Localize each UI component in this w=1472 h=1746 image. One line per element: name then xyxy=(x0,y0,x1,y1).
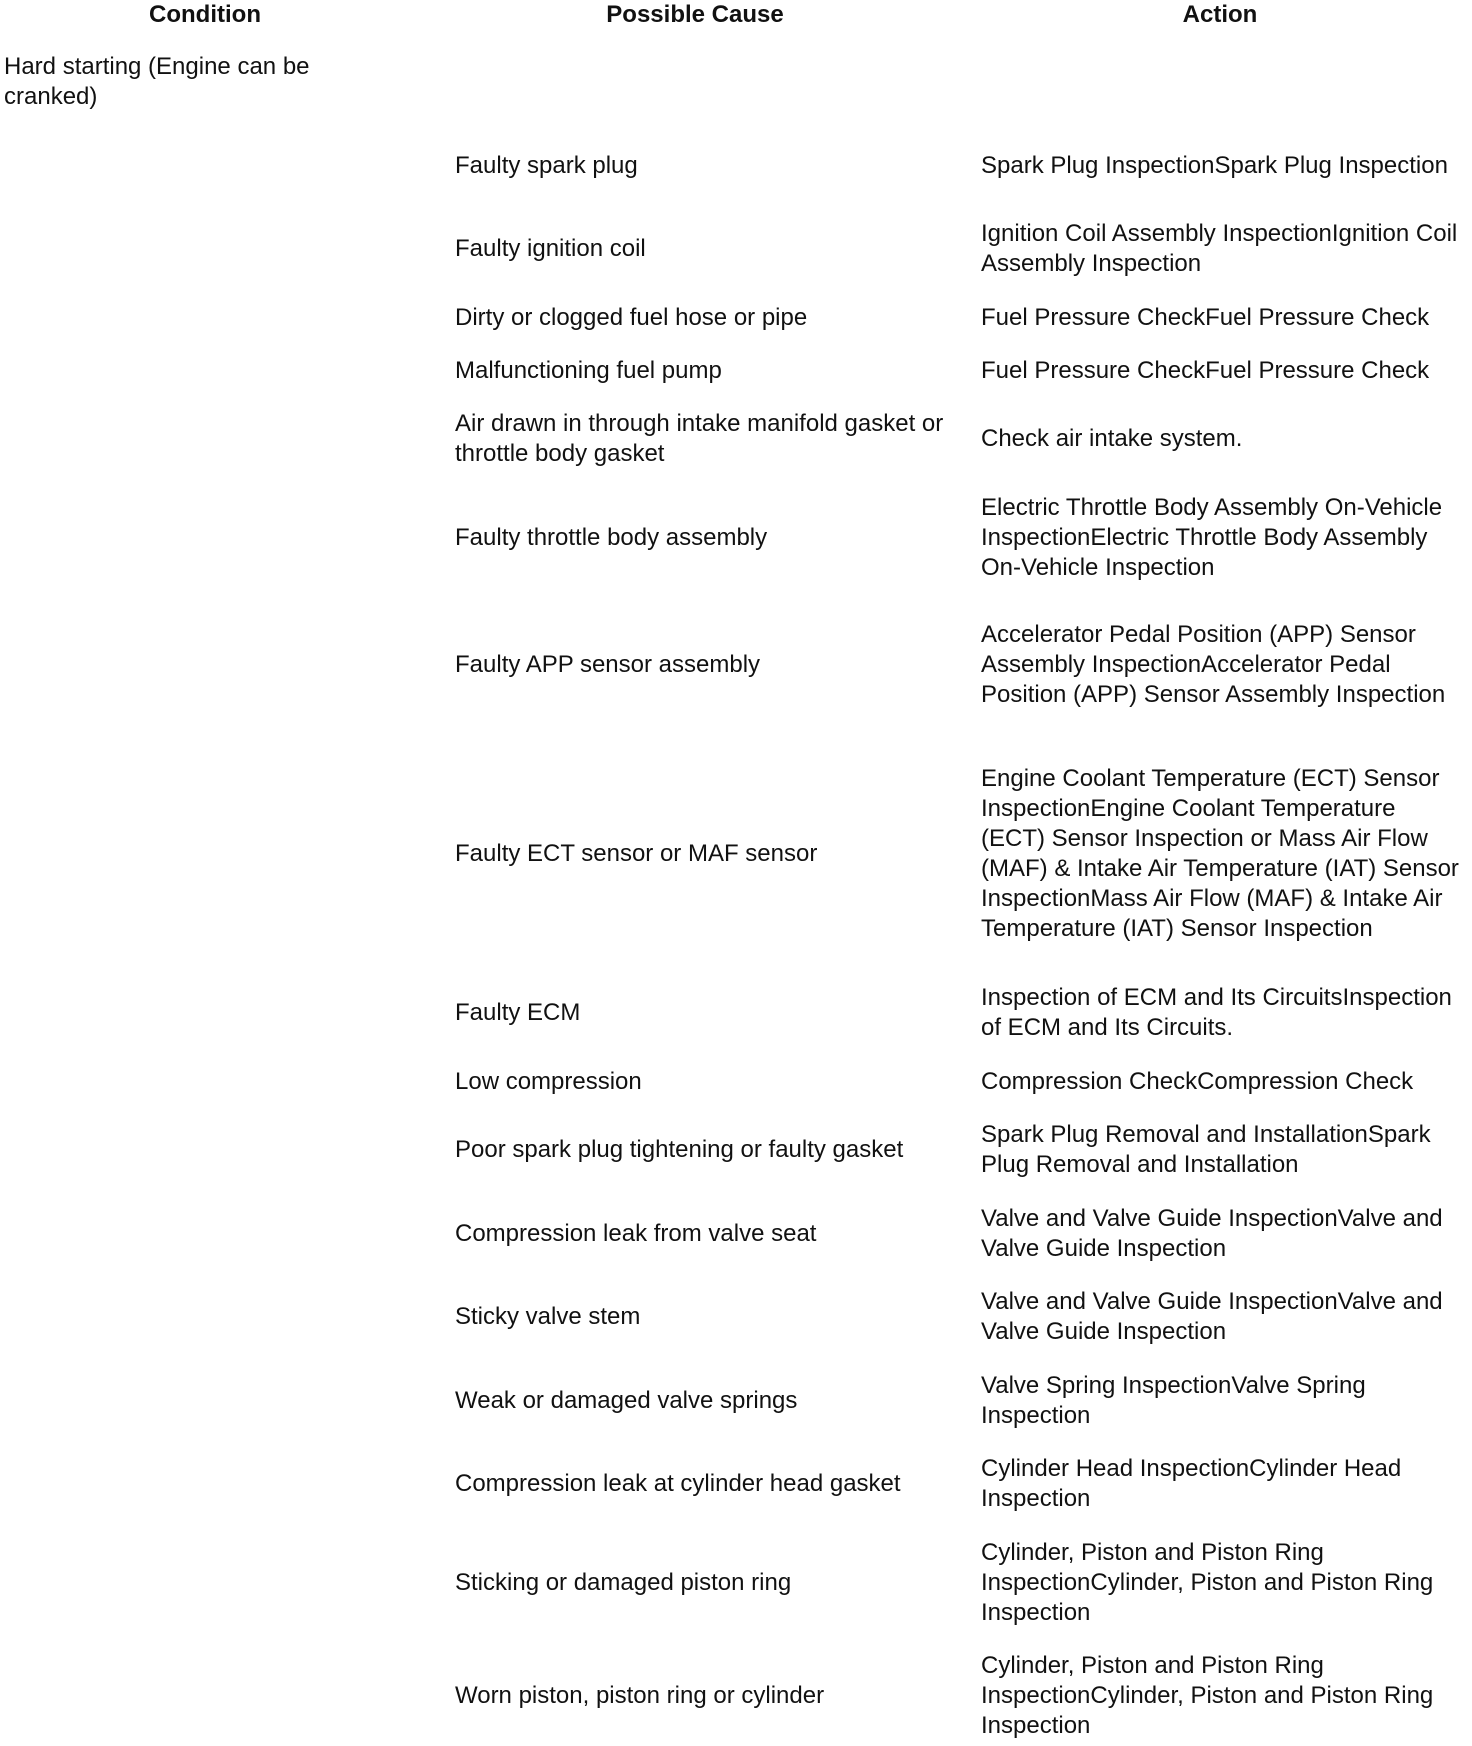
cause-cell: Compression leak from valve seat xyxy=(455,1220,817,1247)
action-cell: Fuel Pressure CheckFuel Pressure Check xyxy=(981,304,1430,331)
cause-cell: Dirty or clogged fuel hose or pipe xyxy=(455,304,808,331)
cause-cell: Poor spark plug tightening or faulty gasket xyxy=(455,1136,904,1163)
action-cell: Cylinder, Piston and Piston Ring InspectionCylinder, Piston and Piston Ring Inspection xyxy=(981,1539,1434,1626)
action-cell: Inspection of ECM and Its CircuitsInspection of ECM and Its Circuits. xyxy=(981,984,1452,1041)
cause-cell: Air drawn in through intake manifold gasket or throttle body gasket xyxy=(455,410,944,467)
action-cell: Compression CheckCompression Check xyxy=(981,1068,1414,1095)
table-row xyxy=(0,1651,1472,1741)
table-row xyxy=(0,983,1472,1043)
cause-cell: Weak or damaged valve springs xyxy=(455,1387,798,1414)
cause-cell: Sticky valve stem xyxy=(455,1303,641,1330)
action-cell: Valve and Valve Guide InspectionValve and Valve Guide Inspection xyxy=(981,1205,1443,1262)
table-row xyxy=(0,1067,1472,1097)
action-cell: Check air intake system. xyxy=(981,425,1243,452)
table-row xyxy=(0,1454,1472,1514)
action-cell: Valve Spring InspectionValve Spring Inspection xyxy=(981,1372,1366,1429)
table-row xyxy=(0,356,1472,386)
cause-cell: Low compression xyxy=(455,1068,642,1095)
action-cell: Spark Plug InspectionSpark Plug Inspection xyxy=(981,152,1448,179)
cause-cell: Faulty throttle body assembly xyxy=(455,524,768,551)
table-row xyxy=(0,303,1472,333)
table-row xyxy=(0,409,1472,469)
action-cell: Accelerator Pedal Position (APP) Sensor Assembly InspectionAccelerator Pedal Position (APP) Sensor Assembly Inspection xyxy=(981,621,1446,708)
cause-cell: Worn piston, piston ring or cylinder xyxy=(455,1682,825,1709)
action-cell: Fuel Pressure CheckFuel Pressure Check xyxy=(981,357,1430,384)
cause-cell: Faulty ECM xyxy=(455,999,581,1026)
cause-cell: Faulty ignition coil xyxy=(455,235,646,262)
table-row xyxy=(0,493,1472,583)
table-row xyxy=(0,1204,1472,1264)
action-cell: Spark Plug Removal and InstallationSpark Plug Removal and Installation xyxy=(981,1121,1431,1178)
action-cell: Cylinder Head InspectionCylinder Head Inspection xyxy=(981,1455,1402,1512)
table-row xyxy=(0,1538,1472,1628)
cause-cell: Malfunctioning fuel pump xyxy=(455,357,722,384)
action-cell: Cylinder, Piston and Piston Ring InspectionCylinder, Piston and Piston Ring Inspection xyxy=(981,1652,1434,1739)
header-possible-cause: Possible Cause xyxy=(606,1,784,28)
cause-cell: Faulty spark plug xyxy=(455,152,638,179)
table-row xyxy=(0,219,1472,279)
cause-cell: Faulty APP sensor assembly xyxy=(455,651,761,678)
table-row xyxy=(0,605,1472,725)
action-cell: Electric Throttle Body Assembly On-Vehicle InspectionElectric Throttle Body Assembly On-Vehicle Inspection xyxy=(981,494,1443,581)
table-row xyxy=(0,1287,1472,1347)
action-cell: Ignition Coil Assembly InspectionIgnition Coil Assembly Inspection xyxy=(981,220,1458,277)
action-cell: Engine Coolant Temperature (ECT) Sensor InspectionEngine Coolant Temperature (ECT) Sensor Inspection or Mass Air Flow (MAF) & Intake Air Temperature (IAT) Sensor InspectionMass Air Flow (MAF) & Intake Air Temperature (IAT) Sensor Inspection xyxy=(981,765,1459,942)
cause-cell: Compression leak at cylinder head gasket xyxy=(455,1470,901,1497)
table-row xyxy=(0,136,1472,196)
cause-cell: Sticking or damaged piston ring xyxy=(455,1569,792,1596)
action-cell: Valve and Valve Guide InspectionValve and Valve Guide Inspection xyxy=(981,1288,1443,1345)
cause-cell: Faulty ECT sensor or MAF sensor xyxy=(455,840,818,867)
condition-text: Hard starting (Engine can be cranked) xyxy=(4,53,310,110)
header-action: Action xyxy=(1182,1,1258,28)
header-condition: Condition xyxy=(149,1,261,28)
table-row xyxy=(0,1371,1472,1431)
table-row xyxy=(0,1120,1472,1180)
table-row xyxy=(0,749,1472,959)
